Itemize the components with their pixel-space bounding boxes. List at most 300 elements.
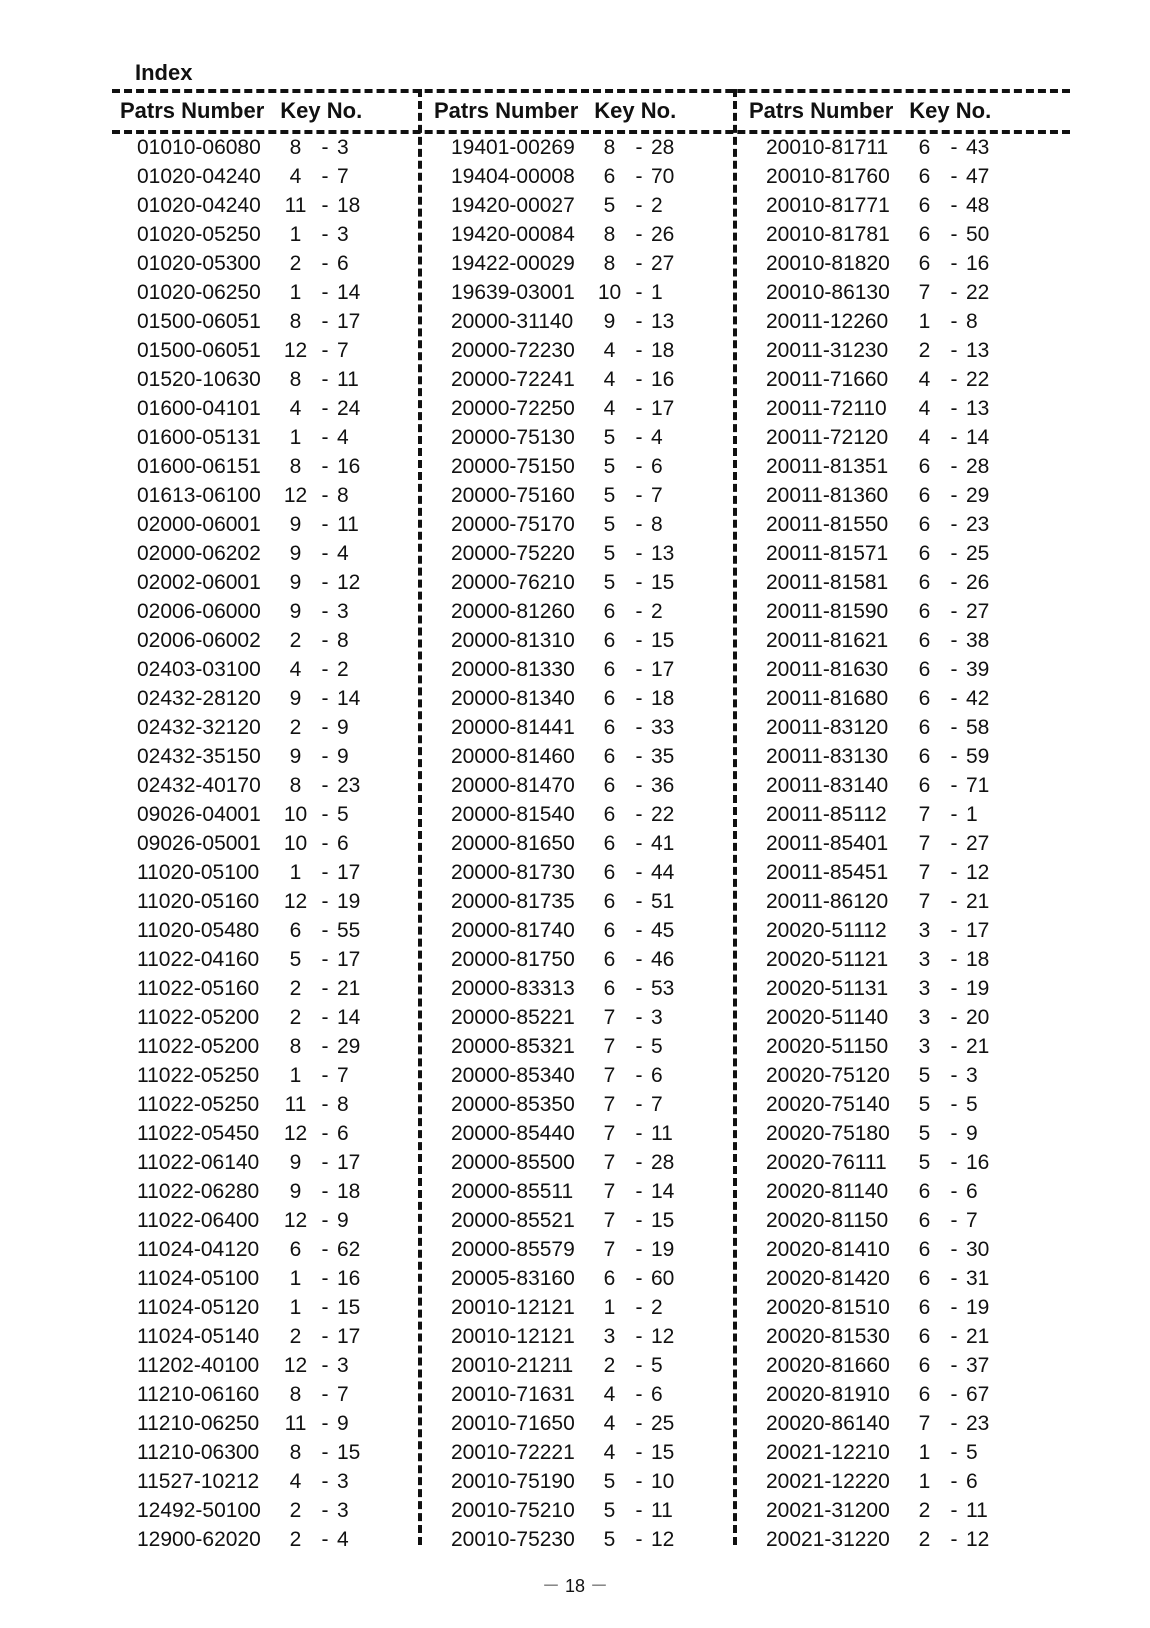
key-separator: - bbox=[635, 1121, 643, 1145]
key-item: 14 bbox=[337, 1005, 361, 1029]
key-separator: - bbox=[950, 1092, 958, 1116]
key-item: 4 bbox=[337, 1527, 349, 1551]
key-figure: 2 bbox=[918, 1498, 931, 1522]
key-figure: 8 bbox=[289, 454, 302, 478]
key-separator: - bbox=[635, 483, 643, 507]
key-item: 8 bbox=[651, 512, 663, 536]
index-row bbox=[112, 423, 432, 452]
part-number: 20000-31140 bbox=[451, 309, 574, 333]
index-column-2 bbox=[426, 89, 746, 1554]
index-row bbox=[741, 945, 1061, 974]
index-row bbox=[741, 1293, 1061, 1322]
part-number: 11210-06250 bbox=[137, 1411, 260, 1435]
key-item: 2 bbox=[651, 599, 663, 623]
index-row bbox=[112, 1351, 432, 1380]
part-number: 20000-75160 bbox=[451, 483, 575, 507]
key-item: 47 bbox=[966, 164, 990, 188]
key-figure: 1 bbox=[289, 425, 302, 449]
key-item: 18 bbox=[337, 1179, 361, 1203]
key-separator: - bbox=[635, 512, 643, 536]
part-number: 11022-05250 bbox=[137, 1063, 260, 1087]
key-item: 11 bbox=[337, 367, 359, 391]
key-figure: 2 bbox=[289, 251, 302, 275]
key-separator: - bbox=[635, 164, 643, 188]
key-separator: - bbox=[635, 1353, 643, 1377]
index-row bbox=[426, 452, 746, 481]
key-figure: 2 bbox=[289, 1324, 302, 1348]
part-number: 20000-75130 bbox=[451, 425, 575, 449]
key-separator: - bbox=[635, 1411, 643, 1435]
key-item: 8 bbox=[337, 628, 349, 652]
part-number: 02002-06001 bbox=[137, 570, 261, 594]
key-item: 12 bbox=[651, 1324, 675, 1348]
index-row bbox=[112, 278, 432, 307]
key-separator: - bbox=[321, 802, 329, 826]
key-figure: 3 bbox=[918, 1005, 931, 1029]
key-figure: 1 bbox=[289, 222, 302, 246]
part-number: 20010-12121 bbox=[451, 1324, 575, 1348]
key-item: 12 bbox=[966, 860, 990, 884]
key-item: 27 bbox=[966, 599, 990, 623]
part-number: 20011-72110 bbox=[766, 396, 887, 420]
key-figure: 5 bbox=[603, 541, 616, 565]
index-row bbox=[112, 742, 432, 771]
key-item: 16 bbox=[966, 1150, 990, 1174]
key-item: 11 bbox=[966, 1498, 988, 1522]
key-item: 14 bbox=[966, 425, 990, 449]
part-number: 11527-10212 bbox=[137, 1469, 260, 1493]
index-row bbox=[741, 887, 1061, 916]
key-figure: 4 bbox=[603, 396, 616, 420]
key-item: 2 bbox=[651, 1295, 663, 1319]
index-row bbox=[112, 539, 432, 568]
key-separator: - bbox=[321, 1266, 329, 1290]
part-number: 20020-75140 bbox=[766, 1092, 890, 1116]
index-row bbox=[112, 133, 432, 162]
key-separator: - bbox=[950, 367, 958, 391]
index-row bbox=[741, 655, 1061, 684]
key-item: 26 bbox=[651, 222, 675, 246]
part-number: 01500-06051 bbox=[137, 338, 261, 362]
part-number: 01020-04240 bbox=[137, 164, 261, 188]
index-row bbox=[112, 510, 432, 539]
key-item: 43 bbox=[966, 135, 990, 159]
part-number: 20010-71631 bbox=[451, 1382, 575, 1406]
index-row bbox=[741, 1322, 1061, 1351]
key-item: 8 bbox=[966, 309, 978, 333]
key-separator: - bbox=[635, 715, 643, 739]
index-row bbox=[112, 1148, 432, 1177]
index-row bbox=[426, 1380, 746, 1409]
part-number: 20000-83313 bbox=[451, 976, 575, 1000]
key-figure: 2 bbox=[289, 1005, 302, 1029]
key-figure: 4 bbox=[289, 1469, 302, 1493]
part-number: 01010-06080 bbox=[137, 135, 261, 159]
key-figure: 4 bbox=[603, 367, 616, 391]
key-item: 7 bbox=[337, 338, 349, 362]
part-number: 20011-12260 bbox=[766, 309, 889, 333]
index-row bbox=[741, 539, 1061, 568]
index-row bbox=[112, 771, 432, 800]
key-figure: 12 bbox=[283, 889, 308, 913]
part-number: 09026-04001 bbox=[137, 802, 261, 826]
key-figure: 9 bbox=[289, 1150, 302, 1174]
part-number: 20020-81140 bbox=[766, 1179, 889, 1203]
index-row bbox=[426, 1061, 746, 1090]
part-number: 20000-81750 bbox=[451, 947, 575, 971]
key-figure: 1 bbox=[289, 280, 302, 304]
key-item: 59 bbox=[966, 744, 990, 768]
key-item: 17 bbox=[966, 918, 990, 942]
index-row bbox=[426, 1119, 746, 1148]
index-row bbox=[426, 1264, 746, 1293]
part-number: 20000-85440 bbox=[451, 1121, 575, 1145]
key-item: 27 bbox=[651, 251, 675, 275]
index-row bbox=[426, 307, 746, 336]
key-figure: 7 bbox=[603, 1034, 616, 1058]
key-item: 26 bbox=[966, 570, 990, 594]
index-row bbox=[112, 945, 432, 974]
index-row bbox=[426, 655, 746, 684]
key-item: 21 bbox=[966, 889, 990, 913]
index-row bbox=[741, 1177, 1061, 1206]
index-row bbox=[426, 771, 746, 800]
key-separator: - bbox=[321, 628, 329, 652]
index-row bbox=[741, 133, 1061, 162]
index-rows bbox=[741, 133, 1061, 1554]
part-number: 11022-04160 bbox=[137, 947, 260, 971]
key-separator: - bbox=[950, 454, 958, 478]
key-item: 18 bbox=[651, 338, 675, 362]
key-figure: 7 bbox=[918, 280, 931, 304]
key-separator: - bbox=[635, 1440, 643, 1464]
part-number: 20011-85451 bbox=[766, 860, 889, 884]
key-separator: - bbox=[635, 860, 643, 884]
key-separator: - bbox=[321, 918, 329, 942]
key-figure: 5 bbox=[918, 1121, 931, 1145]
key-item: 22 bbox=[966, 367, 990, 391]
key-figure: 6 bbox=[918, 1295, 931, 1319]
part-number: 02000-06001 bbox=[137, 512, 261, 536]
part-number: 19420-00027 bbox=[451, 193, 575, 217]
part-number: 19401-00269 bbox=[451, 135, 575, 159]
index-row bbox=[426, 742, 746, 771]
key-item: 36 bbox=[651, 773, 675, 797]
index-row bbox=[426, 423, 746, 452]
key-figure: 7 bbox=[603, 1237, 616, 1261]
index-row bbox=[112, 568, 432, 597]
key-item: 23 bbox=[337, 773, 361, 797]
part-number: 20000-81650 bbox=[451, 831, 575, 855]
key-separator: - bbox=[950, 715, 958, 739]
index-row bbox=[112, 829, 432, 858]
part-number: 20011-81630 bbox=[766, 657, 889, 681]
index-row bbox=[112, 887, 432, 916]
key-figure: 6 bbox=[918, 715, 931, 739]
part-number: 02000-06202 bbox=[137, 541, 261, 565]
index-row bbox=[112, 365, 432, 394]
index-row bbox=[112, 858, 432, 887]
key-separator: - bbox=[321, 686, 329, 710]
part-number: 11024-05140 bbox=[137, 1324, 260, 1348]
part-number: 19420-00084 bbox=[451, 222, 575, 246]
key-item: 22 bbox=[651, 802, 675, 826]
key-item: 17 bbox=[337, 947, 361, 971]
key-figure: 2 bbox=[289, 1498, 302, 1522]
key-separator: - bbox=[950, 483, 958, 507]
key-item: 19 bbox=[966, 976, 990, 1000]
part-number: 20011-86120 bbox=[766, 889, 889, 913]
key-separator: - bbox=[635, 889, 643, 913]
key-item: 28 bbox=[651, 1150, 675, 1174]
part-number: 20020-81420 bbox=[766, 1266, 890, 1290]
key-separator: - bbox=[950, 1440, 958, 1464]
key-figure: 12 bbox=[283, 1208, 308, 1232]
key-separator: - bbox=[950, 1353, 958, 1377]
key-item: 6 bbox=[651, 1382, 663, 1406]
key-separator: - bbox=[950, 222, 958, 246]
part-number: 01020-05250 bbox=[137, 222, 261, 246]
key-item: 12 bbox=[651, 1527, 675, 1551]
key-item: 31 bbox=[966, 1266, 990, 1290]
key-item: 5 bbox=[651, 1034, 663, 1058]
key-item: 70 bbox=[651, 164, 675, 188]
index-row bbox=[426, 800, 746, 829]
key-figure: 4 bbox=[289, 657, 302, 681]
index-row bbox=[426, 684, 746, 713]
index-row bbox=[426, 510, 746, 539]
key-separator: - bbox=[950, 976, 958, 1000]
part-number: 20000-81260 bbox=[451, 599, 575, 623]
key-item: 6 bbox=[337, 251, 349, 275]
key-figure: 3 bbox=[918, 976, 931, 1000]
part-number: 20020-81530 bbox=[766, 1324, 890, 1348]
part-number: 20010-71650 bbox=[451, 1411, 575, 1435]
key-separator: - bbox=[950, 164, 958, 188]
key-figure: 6 bbox=[918, 1324, 931, 1348]
index-row bbox=[426, 1090, 746, 1119]
index-row bbox=[741, 1525, 1061, 1554]
key-separator: - bbox=[635, 251, 643, 275]
part-number: 20020-81150 bbox=[766, 1208, 889, 1232]
key-figure: 7 bbox=[918, 860, 931, 884]
part-number: 20010-12121 bbox=[451, 1295, 575, 1319]
key-figure: 6 bbox=[918, 1266, 931, 1290]
key-separator: - bbox=[950, 918, 958, 942]
key-separator: - bbox=[635, 1005, 643, 1029]
index-row bbox=[426, 162, 746, 191]
key-figure: 5 bbox=[918, 1063, 931, 1087]
part-number: 12900-62020 bbox=[137, 1527, 261, 1551]
index-row bbox=[112, 452, 432, 481]
part-number: 02006-06000 bbox=[137, 599, 261, 623]
part-number: 20010-81760 bbox=[766, 164, 890, 188]
key-item: 29 bbox=[966, 483, 990, 507]
key-separator: - bbox=[321, 570, 329, 594]
key-separator: - bbox=[950, 1121, 958, 1145]
index-row bbox=[426, 713, 746, 742]
key-separator: - bbox=[635, 1469, 643, 1493]
index-row bbox=[426, 945, 746, 974]
key-figure: 6 bbox=[918, 135, 931, 159]
key-separator: - bbox=[321, 454, 329, 478]
index-row bbox=[426, 1409, 746, 1438]
key-figure: 2 bbox=[918, 1527, 931, 1551]
key-no-header: Key No. bbox=[594, 98, 677, 123]
key-separator: - bbox=[635, 686, 643, 710]
index-row bbox=[741, 626, 1061, 655]
part-number: 20011-85112 bbox=[766, 802, 887, 826]
key-item: 46 bbox=[651, 947, 675, 971]
key-item: 7 bbox=[337, 1063, 349, 1087]
key-item: 29 bbox=[337, 1034, 361, 1058]
key-figure: 8 bbox=[289, 135, 302, 159]
index-row bbox=[741, 1061, 1061, 1090]
key-figure: 8 bbox=[289, 773, 302, 797]
key-item: 8 bbox=[337, 1092, 349, 1116]
part-number: 20000-81735 bbox=[451, 889, 575, 913]
key-separator: - bbox=[321, 541, 329, 565]
index-row bbox=[741, 684, 1061, 713]
key-figure: 6 bbox=[918, 454, 931, 478]
part-number-header: Patrs Number bbox=[120, 98, 265, 123]
key-separator: - bbox=[321, 1527, 329, 1551]
key-figure: 6 bbox=[918, 541, 931, 565]
index-row bbox=[741, 220, 1061, 249]
key-item: 17 bbox=[337, 1324, 361, 1348]
key-separator: - bbox=[321, 222, 329, 246]
key-figure: 7 bbox=[918, 802, 931, 826]
index-row bbox=[426, 916, 746, 945]
key-item: 9 bbox=[966, 1121, 978, 1145]
part-number: 20020-51140 bbox=[766, 1005, 889, 1029]
index-row bbox=[112, 1467, 432, 1496]
index-row bbox=[112, 597, 432, 626]
key-figure: 6 bbox=[603, 802, 616, 826]
part-number: 20010-81771 bbox=[766, 193, 890, 217]
index-row bbox=[426, 336, 746, 365]
part-number: 11022-05250 bbox=[137, 1092, 260, 1116]
key-figure: 6 bbox=[603, 860, 616, 884]
part-number: 01020-04240 bbox=[137, 193, 261, 217]
part-number: 20021-12210 bbox=[766, 1440, 890, 1464]
key-separator: - bbox=[950, 338, 958, 362]
key-separator: - bbox=[950, 744, 958, 768]
key-item: 71 bbox=[966, 773, 990, 797]
index-row bbox=[741, 481, 1061, 510]
key-figure: 7 bbox=[918, 1411, 931, 1435]
key-figure: 5 bbox=[603, 1527, 616, 1551]
key-item: 17 bbox=[337, 860, 361, 884]
key-separator: - bbox=[321, 1498, 329, 1522]
key-item: 13 bbox=[651, 309, 675, 333]
index-row bbox=[741, 278, 1061, 307]
key-item: 21 bbox=[337, 976, 361, 1000]
key-item: 15 bbox=[651, 1440, 675, 1464]
part-number: 20000-81730 bbox=[451, 860, 575, 884]
index-row bbox=[112, 1090, 432, 1119]
part-number: 20010-75210 bbox=[451, 1498, 575, 1522]
part-number: 20000-81330 bbox=[451, 657, 575, 681]
key-separator: - bbox=[950, 1266, 958, 1290]
index-row bbox=[741, 1380, 1061, 1409]
key-figure: 9 bbox=[289, 744, 302, 768]
index-row bbox=[112, 1293, 432, 1322]
key-separator: - bbox=[950, 193, 958, 217]
key-separator: - bbox=[635, 1063, 643, 1087]
part-number: 20020-86140 bbox=[766, 1411, 890, 1435]
key-figure: 6 bbox=[603, 831, 616, 855]
key-separator: - bbox=[635, 599, 643, 623]
index-row bbox=[112, 1264, 432, 1293]
index-row bbox=[741, 1003, 1061, 1032]
key-item: 28 bbox=[651, 135, 675, 159]
key-separator: - bbox=[950, 1005, 958, 1029]
key-separator: - bbox=[321, 367, 329, 391]
key-figure: 10 bbox=[283, 802, 308, 826]
index-row bbox=[112, 191, 432, 220]
key-figure: 7 bbox=[603, 1063, 616, 1087]
key-figure: 5 bbox=[603, 454, 616, 478]
key-figure: 7 bbox=[603, 1208, 616, 1232]
key-separator: - bbox=[321, 1092, 329, 1116]
key-separator: - bbox=[635, 1237, 643, 1261]
key-item: 8 bbox=[337, 483, 349, 507]
key-separator: - bbox=[950, 599, 958, 623]
key-figure: 1 bbox=[603, 1295, 616, 1319]
key-separator: - bbox=[950, 657, 958, 681]
index-row bbox=[741, 1467, 1061, 1496]
part-number: 20010-75230 bbox=[451, 1527, 575, 1551]
index-row bbox=[741, 510, 1061, 539]
key-item: 16 bbox=[966, 251, 990, 275]
index-row bbox=[426, 1467, 746, 1496]
key-figure: 6 bbox=[603, 164, 616, 188]
key-item: 6 bbox=[651, 1063, 663, 1087]
index-row bbox=[426, 394, 746, 423]
index-row bbox=[112, 1438, 432, 1467]
key-item: 67 bbox=[966, 1382, 990, 1406]
key-figure: 3 bbox=[918, 947, 931, 971]
key-figure: 2 bbox=[603, 1353, 616, 1377]
key-item: 5 bbox=[651, 1353, 663, 1377]
index-row bbox=[741, 597, 1061, 626]
key-separator: - bbox=[321, 715, 329, 739]
index-row bbox=[426, 133, 746, 162]
key-separator: - bbox=[321, 193, 329, 217]
key-item: 28 bbox=[966, 454, 990, 478]
key-figure: 6 bbox=[918, 686, 931, 710]
key-separator: - bbox=[321, 744, 329, 768]
part-number: 11022-05160 bbox=[137, 976, 260, 1000]
key-figure: 6 bbox=[603, 744, 616, 768]
key-figure: 6 bbox=[603, 976, 616, 1000]
key-separator: - bbox=[635, 1266, 643, 1290]
key-separator: - bbox=[635, 1527, 643, 1551]
key-figure: 4 bbox=[603, 338, 616, 362]
key-item: 7 bbox=[651, 1092, 663, 1116]
key-figure: 10 bbox=[283, 831, 308, 855]
key-item: 16 bbox=[651, 367, 675, 391]
key-figure: 3 bbox=[603, 1324, 616, 1348]
index-row bbox=[112, 249, 432, 278]
key-item: 7 bbox=[337, 164, 349, 188]
key-figure: 1 bbox=[289, 860, 302, 884]
key-figure: 9 bbox=[289, 599, 302, 623]
key-figure: 10 bbox=[597, 280, 622, 304]
part-number: 20000-85579 bbox=[451, 1237, 575, 1261]
key-separator: - bbox=[321, 1469, 329, 1493]
